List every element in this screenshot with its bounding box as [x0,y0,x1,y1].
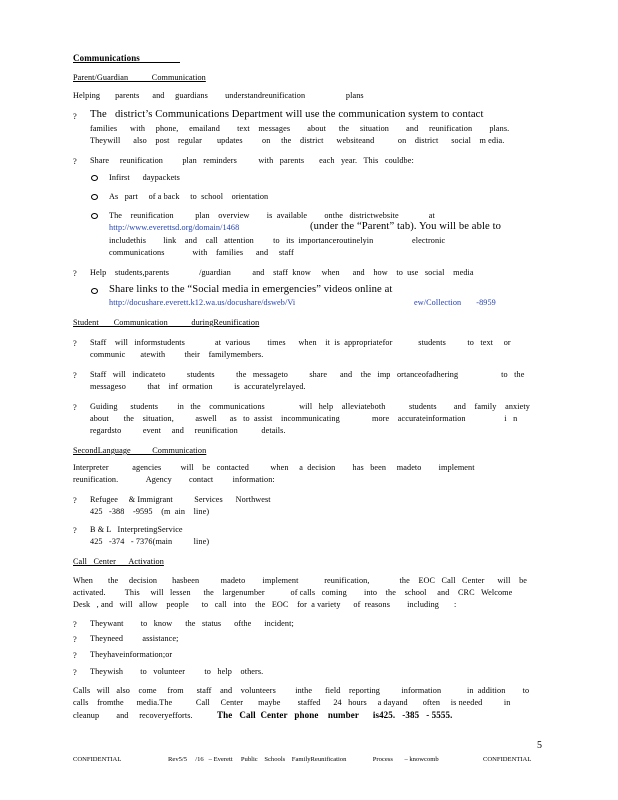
bullet-mark: ? [73,650,77,660]
parent-bullet1-line1: The district’s Communications Department will use the communication system to contact [90,109,484,120]
bullet-mark: ? [73,402,77,412]
second-language-intro1: Interpreter agencies will be contacted when a decision has been madeto implement [73,463,475,472]
reason-4: Theywish to volunteer to help others. [90,667,264,676]
student-b2-line2: messageso that inf ormation is accuratelyrelayed. [90,382,306,391]
student-b1-line2: communic atewith their familymembers. [90,350,264,359]
social-media-videos-link-end[interactable]: ew/Collection -8959 [414,298,496,307]
circle-bullet-icon [91,194,98,200]
reunification-plan-link[interactable]: http://www.everettsd.org/domain/1468 [109,223,240,232]
reason-3: Theyhaveinformation;or [90,650,173,659]
parent-bullet2: Share reunification plan reminders with parents each year. This couldbe: [90,156,414,165]
circle-bullet-icon [91,175,98,181]
footer-left: CONFIDENTIAL [73,756,122,763]
student-b3-line2: about the situation, aswell as to assist incommunicating more accurateinformation i n [90,414,518,423]
bullet-mark: ? [73,495,77,505]
social-media-videos-link[interactable]: http://docushare.everett.k12.wa.us/docushare/dsweb/Vi [109,298,296,307]
bullet-mark: ? [73,156,77,166]
page-number: 5 [537,740,543,751]
agency2-name: B & L InterpretingService [90,525,183,534]
call-center-phone-number: The Call Center phone number is425. -385 - 5555. [217,710,453,720]
call-center-p1-line2: activated. This will lessen the largenumber of calls coming into the school and CRC Welcome [73,588,513,597]
call-center-p2-line2: calls fromthe media.The Call Center maybe staffed 24 hours a dayand often is needed in [73,698,511,707]
call-center-p2-line3: cleanup and recoveryefforts. [73,711,193,720]
bullet-mark: ? [73,525,77,535]
parent-sub3-line4: communications with families and staff [109,248,294,257]
reason-1: Theywant to know the status ofthe incident; [90,619,294,628]
bullet-mark: ? [73,634,77,644]
parent-bullet1-line3: Theywill also post regular updates on the district websiteand on district social m edia. [90,136,505,145]
subheading-parent-guardian: Parent/Guardian Communication [73,73,206,82]
bullet-mark: ? [73,338,77,348]
second-language-intro2: reunification. Agency contact information: [73,475,275,484]
parent-sub3-line1: The reunification plan overview is available onthe districtwebsite at [109,211,435,220]
student-b1-line1: Staff will informstudents at various times when it is appropriatefor students to text or [90,338,511,347]
bullet-mark: ? [73,268,77,278]
call-center-p1-line3: Desk , and will allow people to call into the EOC for a variety of reasons including : [73,600,457,609]
call-center-p1-line1: When the decision hasbeen madeto implement reunification, the EOC Call Center will be [73,576,527,585]
heading-underline [135,62,180,63]
parent-sub3-line2: (under the “Parent” tab). You will be able to [310,221,502,232]
bullet-mark: ? [73,667,77,677]
parent-sub2: As part of a back to school orientation [109,192,269,201]
parent-sub3-line3: includethis link and call attention to its importanceroutinelyin electronic [109,236,446,245]
parent-bullet3: Help students,parents /guardian and staff know when and how to use social media [90,268,474,277]
student-b3-line1: Guiding students in the communications will help alleviateboth students and family anxiety [90,402,530,411]
circle-bullet-icon [91,288,98,294]
agency2-phone: 425 -374 - 7376(main line) [90,537,210,546]
parent-sub4-line1: Share links to the “Social media in emergencies” videos online at [109,284,393,295]
subheading-second-language: SecondLanguage Communication [73,446,207,455]
agency1-name: Refugee & Immigrant Services Northwest [90,495,271,504]
bullet-mark: ? [73,370,77,380]
reason-2: Theyneed assistance; [90,634,179,643]
bullet-mark: ? [73,111,77,121]
footer-right: CONFIDENTIAL [483,756,532,763]
subheading-call-center: Call Center Activation [73,557,164,566]
bullet-mark: ? [73,619,77,629]
subheading-student: Student Communication duringReunification [73,318,260,327]
section-heading-communications: Communications [73,53,140,63]
call-center-p2-line1: Calls will also come from staff and volunteers inthe field reporting information in addition to [73,686,530,695]
circle-bullet-icon [91,213,98,219]
parent-sub1: Infirst daypackets [109,173,180,182]
student-b3-line3: regardsto event and reunification details. [90,426,286,435]
student-b2-line1: Staff will indicateto students the messageto share and the imp ortanceofadhering to the [90,370,525,379]
parent-intro: Helping parents and guardians understandreunification plans [73,91,364,100]
footer-middle: Rev5/5 /16 – Everett Public Schools FamilyReunification Process – knowcomb [168,756,439,763]
agency1-phone: 425 -388 -9595 (m ain line) [90,507,210,516]
parent-bullet1-line2: families with phone, emailand text messages about the situation and reunification plans. [90,124,510,133]
